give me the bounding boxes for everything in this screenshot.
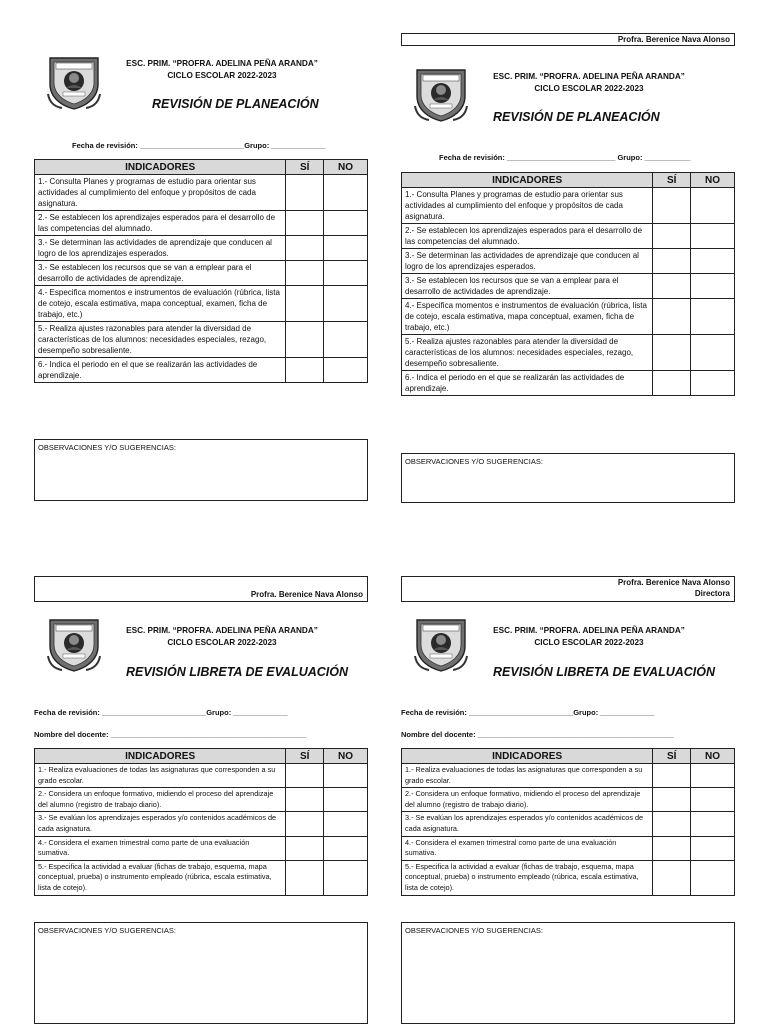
fecha-grupo-field[interactable]: Fecha de revisión: __________________________ Grupo: ___________: [439, 153, 691, 162]
si-checkbox[interactable]: [653, 812, 691, 836]
no-checkbox[interactable]: [691, 188, 735, 224]
school-header: [122, 625, 322, 649]
si-checkbox[interactable]: [653, 764, 691, 788]
col-si: SÍ: [653, 173, 691, 188]
school-logo-icon: [413, 66, 469, 122]
no-checkbox[interactable]: [691, 299, 735, 335]
si-checkbox[interactable]: [286, 211, 324, 236]
observaciones-label: OBSERVACIONES Y/O SUGERENCIAS:: [405, 457, 543, 466]
school-cycle: CICLO ESCOLAR 2022-2023: [167, 638, 277, 647]
col-no: NO: [324, 749, 368, 764]
col-indicadores: INDICADORES: [402, 173, 653, 188]
signature-role: Directora: [694, 589, 730, 598]
form-title: REVISIÓN DE PLANEACIÓN: [493, 110, 660, 124]
fecha-grupo-field[interactable]: Fecha de revisión: _________________________Grupo: _____________: [72, 141, 326, 150]
no-checkbox[interactable]: [324, 175, 368, 211]
form-title: REVISIÓN LIBRETA DE EVALUACIÓN: [493, 665, 716, 679]
no-checkbox[interactable]: [691, 788, 735, 812]
school-cycle: CICLO ESCOLAR 2022-2023: [534, 638, 644, 647]
observaciones-box[interactable]: [401, 453, 735, 503]
indicators-table: [401, 748, 735, 896]
school-name: ESC. PRIM. “PROFRA. ADELINA PEÑA ARANDA”: [126, 626, 318, 635]
si-checkbox[interactable]: [653, 249, 691, 274]
form-title: REVISIÓN LIBRETA DE EVALUACIÓN: [126, 665, 349, 679]
table-row: 3.- Se establecen los recursos que se van a emplear para el desarrollo de actividades de aprendizaje.: [402, 274, 735, 299]
indicators-table: [401, 172, 735, 396]
si-checkbox[interactable]: [286, 764, 324, 788]
no-checkbox[interactable]: [691, 860, 735, 895]
school-logo-icon: [413, 616, 469, 672]
col-si: SÍ: [286, 160, 324, 175]
no-checkbox[interactable]: [324, 322, 368, 358]
signature-box: [401, 576, 735, 602]
school-header: [122, 58, 322, 82]
signature-name: Profra. Berenice Nava Alonso: [617, 578, 730, 587]
no-checkbox[interactable]: [691, 274, 735, 299]
school-logo-icon: [46, 54, 102, 110]
no-checkbox[interactable]: [324, 860, 368, 895]
fecha-grupo-field[interactable]: Fecha de revisión: _________________________Grupo: _____________: [34, 708, 288, 717]
col-indicadores: INDICADORES: [402, 749, 653, 764]
signature-box: [34, 576, 368, 602]
no-checkbox[interactable]: [324, 236, 368, 261]
table-row: 2.- Considera un enfoque formativo, midiendo el proceso del aprendizaje del alumno (registro de trabajo diario).: [402, 788, 735, 812]
col-si: SÍ: [653, 749, 691, 764]
col-si: SÍ: [286, 749, 324, 764]
school-name: ESC. PRIM. “PROFRA. ADELINA PEÑA ARANDA”: [493, 626, 685, 635]
docente-field[interactable]: Nombre del docente: _______________________________________________: [401, 730, 674, 739]
table-row: 5.- Especifica la actividad a evaluar (fichas de trabajo, esquema, mapa conceptual, prueba) o instrumento empleado (rúbrica, escala estimativa, lista de cotejo).: [402, 860, 735, 895]
si-checkbox[interactable]: [653, 836, 691, 860]
no-checkbox[interactable]: [691, 335, 735, 371]
no-checkbox[interactable]: [324, 812, 368, 836]
no-checkbox[interactable]: [691, 836, 735, 860]
no-checkbox[interactable]: [324, 286, 368, 322]
school-name: ESC. PRIM. “PROFRA. ADELINA PEÑA ARANDA”: [493, 72, 685, 81]
si-checkbox[interactable]: [653, 788, 691, 812]
table-row: 3.- Se evalúan los aprendizajes esperados y/o contenidos académicos de cada asignatura.: [402, 812, 735, 836]
si-checkbox[interactable]: [286, 286, 324, 322]
no-checkbox[interactable]: [691, 764, 735, 788]
table-row: 4.- Considera el examen trimestral como parte de una evaluación sumativa.: [402, 836, 735, 860]
col-no: NO: [324, 160, 368, 175]
si-checkbox[interactable]: [286, 358, 324, 383]
docente-field[interactable]: Nombre del docente: _______________________________________________: [34, 730, 307, 739]
form-title: REVISIÓN DE PLANEACIÓN: [152, 97, 319, 111]
table-row: 5.- Realiza ajustes razonables para atender la diversidad de características de los alumnos: necesidades especiales, rezago, desempeño sobresaliente.: [402, 335, 735, 371]
col-indicadores: INDICADORES: [35, 749, 286, 764]
si-checkbox[interactable]: [653, 371, 691, 396]
table-row: 3.- Se establecen los recursos que se van a emplear para el desarrollo de actividades de aprendizaje.: [35, 261, 368, 286]
signature-box: [401, 33, 735, 46]
school-logo-icon: [46, 616, 102, 672]
table-row: 1.- Realiza evaluaciones de todas las asignaturas que corresponden a su grado escolar.: [402, 764, 735, 788]
table-row: 5.- Especifica la actividad a evaluar (fichas de trabajo, esquema, mapa conceptual, prueba) o instrumento empleado (rúbrica, escala estimativa, lista de cotejo).: [35, 860, 368, 895]
table-row: 3.- Se evalúan los aprendizajes esperados y/o contenidos académicos de cada asignatura.: [35, 812, 368, 836]
col-no: NO: [691, 173, 735, 188]
observaciones-label: OBSERVACIONES Y/O SUGERENCIAS:: [38, 926, 176, 935]
school-name: ESC. PRIM. “PROFRA. ADELINA PEÑA ARANDA”: [126, 59, 318, 68]
si-checkbox[interactable]: [653, 274, 691, 299]
si-checkbox[interactable]: [286, 261, 324, 286]
no-checkbox[interactable]: [324, 836, 368, 860]
observaciones-box[interactable]: [34, 922, 368, 1024]
si-checkbox[interactable]: [653, 188, 691, 224]
si-checkbox[interactable]: [286, 788, 324, 812]
si-checkbox[interactable]: [653, 299, 691, 335]
no-checkbox[interactable]: [691, 249, 735, 274]
school-header: [489, 71, 689, 95]
table-row: 1.- Consulta Planes y programas de estudio para orientar sus actividades al cumplimiento del enfoque y propósitos de cada asignatura.: [402, 188, 735, 224]
no-checkbox[interactable]: [324, 261, 368, 286]
indicators-table: [34, 159, 368, 383]
table-row: 5.- Realiza ajustes razonables para atender la diversidad de características de los alumnos: necesidades especiales, rezago, desempeño sobresaliente.: [35, 322, 368, 358]
no-checkbox[interactable]: [324, 788, 368, 812]
si-checkbox[interactable]: [286, 322, 324, 358]
col-no: NO: [691, 749, 735, 764]
observaciones-box[interactable]: [34, 439, 368, 501]
signature-name: Profra. Berenice Nava Alonso: [617, 35, 730, 44]
table-row: 3.- Se determinan las actividades de aprendizaje que conducen al logro de los aprendizajes esperados.: [35, 236, 368, 261]
no-checkbox[interactable]: [324, 211, 368, 236]
school-cycle: CICLO ESCOLAR 2022-2023: [167, 71, 277, 80]
si-checkbox[interactable]: [653, 860, 691, 895]
table-row: 4.- Especifica momentos e instrumentos de evaluación (rúbrica, lista de cotejo, escala estimativa, mapa conceptual, examen, ficha de trabajo, etc.): [402, 299, 735, 335]
indicators-table: [34, 748, 368, 896]
col-indicadores: INDICADORES: [35, 160, 286, 175]
observaciones-label: OBSERVACIONES Y/O SUGERENCIAS:: [405, 926, 543, 935]
no-checkbox[interactable]: [691, 371, 735, 396]
si-checkbox[interactable]: [286, 836, 324, 860]
table-row: 1.- Realiza evaluaciones de todas las asignaturas que corresponden a su grado escolar.: [35, 764, 368, 788]
si-checkbox[interactable]: [286, 175, 324, 211]
table-row: 2.- Considera un enfoque formativo, midiendo el proceso del aprendizaje del alumno (registro de trabajo diario).: [35, 788, 368, 812]
si-checkbox[interactable]: [653, 335, 691, 371]
si-checkbox[interactable]: [286, 860, 324, 895]
si-checkbox[interactable]: [286, 812, 324, 836]
table-row: 6.- Indica el periodo en el que se realizarán las actividades de aprendizaje.: [35, 358, 368, 383]
table-row: 4.- Considera el examen trimestral como parte de una evaluación sumativa.: [35, 836, 368, 860]
no-checkbox[interactable]: [324, 764, 368, 788]
table-row: 2.- Se establecen los aprendizajes esperados para el desarrollo de las competencias del alumnado.: [402, 224, 735, 249]
table-row: 2.- Se establecen los aprendizajes esperados para el desarrollo de las competencias del alumnado.: [35, 211, 368, 236]
si-checkbox[interactable]: [653, 224, 691, 249]
fecha-grupo-field[interactable]: Fecha de revisión: _________________________Grupo: _____________: [401, 708, 655, 717]
no-checkbox[interactable]: [691, 224, 735, 249]
no-checkbox[interactable]: [691, 812, 735, 836]
observaciones-label: OBSERVACIONES Y/O SUGERENCIAS:: [38, 443, 176, 452]
observaciones-box[interactable]: [401, 922, 735, 1024]
school-header: [489, 625, 689, 649]
si-checkbox[interactable]: [286, 236, 324, 261]
table-row: 4.- Especifica momentos e instrumentos de evaluación (rúbrica, lista de cotejo, escala estimativa, mapa conceptual, examen, ficha de trabajo, etc.): [35, 286, 368, 322]
table-row: 6.- Indica el periodo en el que se realizarán las actividades de aprendizaje.: [402, 371, 735, 396]
table-row: 3.- Se determinan las actividades de aprendizaje que conducen al logro de los aprendizajes esperados.: [402, 249, 735, 274]
no-checkbox[interactable]: [324, 358, 368, 383]
table-row: 1.- Consulta Planes y programas de estudio para orientar sus actividades al cumplimiento del enfoque y propósitos de cada asignatura.: [35, 175, 368, 211]
school-cycle: CICLO ESCOLAR 2022-2023: [534, 84, 644, 93]
signature-name: Profra. Berenice Nava Alonso: [250, 590, 363, 599]
